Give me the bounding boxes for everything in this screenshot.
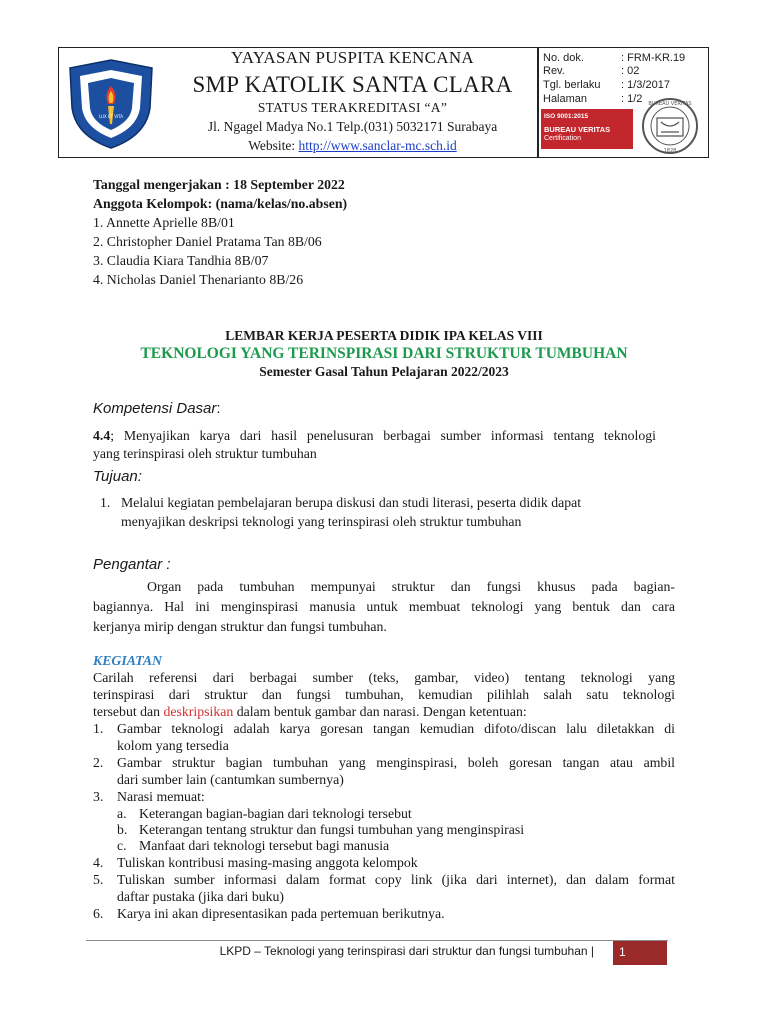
pengantar-heading: Pengantar : xyxy=(93,556,171,573)
kegiatan-line-3b: dalam bentuk gambar dan narasi. Dengan ketentuan: xyxy=(233,704,527,719)
tujuan-number: 1. xyxy=(100,495,111,510)
member-item: 4. Nicholas Daniel Thenarianto 8B/26 xyxy=(93,272,304,287)
kd-heading xyxy=(93,400,221,417)
member-item: 3. Claudia Kiara Tandhia 8B/07 xyxy=(93,253,269,268)
school-logo xyxy=(68,58,154,150)
website-line xyxy=(170,138,535,154)
rule-number: 5. xyxy=(93,872,104,887)
rule-text-line-1: Tuliskan sumber informasi dalam format copy link (jika dari internet), dan dalam format xyxy=(117,872,675,887)
rule-number: 1. xyxy=(93,721,104,736)
seal-text: BUREAU VERITAS xyxy=(648,101,692,107)
rule-text-line-2: dari sumber lain (cantumkan sumbernya) xyxy=(117,772,344,787)
kd-heading-text: Kompetensi Dasar xyxy=(93,400,217,417)
semester-title: Semester Gasal Tahun Pelajaran 2022/2023 xyxy=(259,364,509,379)
rule-text-line-1: Tuliskan kontribusi masing-masing anggota kelompok xyxy=(117,855,418,870)
rule-text-line-1: Gambar teknologi adalah karya goresan tangan kemudian difoto/discan lalu diletakkan di xyxy=(117,721,675,736)
school-address: Jl. Ngagel Madya No.1 Telp.(031) 5032171 Surabaya xyxy=(207,119,498,134)
tujuan-heading: Tujuan: xyxy=(93,468,142,485)
members-label: Anggota Kelompok: (nama/kelas/no.absen) xyxy=(93,196,348,211)
iso-standard: ISO 9001:2015 xyxy=(544,113,589,120)
rule-number: 3. xyxy=(93,789,104,804)
doc-info-key: Rev. xyxy=(543,65,565,77)
doc-info-value: : FRM-KR.19 xyxy=(621,52,686,64)
kd-text-line-1 xyxy=(93,428,656,444)
cert-body-name: BUREAU VERITAS xyxy=(544,125,611,134)
member-item: 2. Christopher Daniel Pratama Tan 8B/06 xyxy=(93,234,322,249)
logo-motto: LUX ET VITA xyxy=(99,114,123,119)
foundation-name: YAYASAN PUSPITA KENCANA xyxy=(231,48,474,67)
pengantar-line-2: bagiannya. Hal ini menginspirasi manusia untuk membuat teknologi yang bentuk dan cara xyxy=(93,599,675,614)
tujuan-text-line-1: Melalui kegiatan pembelajaran berupa diskusi dan studi literasi, peserta didik dapat xyxy=(121,495,582,510)
website-link[interactable]: http://www.sanclar-mc.sch.id xyxy=(298,138,457,153)
rule-number: 2. xyxy=(93,755,104,770)
kegiatan-line-1: Carilah referensi dari berbagai sumber (teks, gambar, video) tentang teknologi yang xyxy=(93,670,675,685)
school-name: SMP KATOLIK SANTA CLARA xyxy=(192,72,513,97)
subrule-letter: b. xyxy=(117,822,128,837)
kegiatan-heading: KEGIATAN xyxy=(93,653,163,668)
member-item: 1. Annette Aprielle 8B/01 xyxy=(93,215,235,230)
rule-text-line-1: Narasi memuat: xyxy=(117,789,205,804)
cert-subtitle: Certification xyxy=(544,135,581,142)
pengantar-line-1: Organ pada tumbuhan mempunyai struktur dan fungsi khusus pada bagian- xyxy=(147,579,675,594)
rule-number: 4. xyxy=(93,855,104,870)
subrule-text: Keterangan bagian-bagian dari teknologi tersebut xyxy=(139,806,412,821)
rule-text-line-1: Karya ini akan dipresentasikan pada pertemuan berikutnya. xyxy=(117,906,445,921)
pengantar-line-3: kerjanya mirip dengan struktur dan fungsi tumbuhan. xyxy=(93,619,387,634)
date-value: : 18 September 2022 xyxy=(221,177,345,192)
page-number-box xyxy=(613,941,667,965)
doc-info-key: Halaman xyxy=(543,93,588,105)
doc-info-value: : 02 xyxy=(621,65,640,77)
footer-text: LKPD – Teknologi yang terinspirasi dari struktur dan fungsi tumbuhan | xyxy=(219,944,594,958)
doc-info-value: : 1/2 xyxy=(621,93,643,105)
rule-text-line-1: Gambar struktur bagian tumbuhan yang menginspirasi, boleh goresan tangan atau ambil xyxy=(117,755,675,770)
subrule-text: Keterangan tentang struktur dan fungsi tumbuhan yang menginspirasi xyxy=(139,822,525,837)
kd-number: 4.4 xyxy=(93,428,111,443)
accreditation-status: STATUS TERAKREDITASI “A” xyxy=(257,100,448,115)
doc-info-key: No. dok. xyxy=(543,52,584,64)
bureau-veritas-seal xyxy=(637,96,703,156)
rule-text-line-2: daftar pustaka (jika dari buku) xyxy=(117,889,285,904)
rule-number: 6. xyxy=(93,906,104,921)
doc-info-value: : 1/3/2017 xyxy=(621,79,670,91)
kegiatan-line-2: terinspirasi dari struktur dan fungsi tumbuhan, kemudian pilihlah salah satu teknologi xyxy=(93,687,675,702)
date-label: Tanggal mengerjakan xyxy=(93,177,222,192)
topic-title: TEKNOLOGI YANG TERINSPIRASI DARI STRUKTUR TUMBUHAN xyxy=(140,345,628,362)
kd-text: ; Menyajikan karya dari hasil penelusuran berbagai sumber informasi tentang teknologi xyxy=(110,428,656,443)
seal-year: 1828 xyxy=(663,148,677,154)
header-divider xyxy=(537,47,539,158)
subrule-letter: a. xyxy=(117,806,127,821)
iso-certification-badge xyxy=(541,109,633,149)
deskripsikan-highlight: deskripsikan xyxy=(163,704,234,719)
kegiatan-line-3 xyxy=(93,704,527,720)
worksheet-title: LEMBAR KERJA PESERTA DIDIK IPA KELAS VIII xyxy=(225,328,543,343)
date-line xyxy=(93,177,345,193)
footer-rule xyxy=(86,940,668,941)
kd-text-line-2: yang terinspirasi oleh struktur tumbuhan xyxy=(93,446,317,461)
website-label: Website: xyxy=(248,138,299,153)
subrule-text: Manfaat dari teknologi tersebut bagi manusia xyxy=(139,838,390,853)
page-number: 1 xyxy=(619,945,626,959)
kd-heading-colon: : xyxy=(216,400,221,417)
tujuan-text-line-2: menyajikan deskripsi teknologi yang terinspirasi oleh struktur tumbuhan xyxy=(121,514,522,529)
rule-text-line-2: kolom yang tersedia xyxy=(117,738,229,753)
kegiatan-line-3a: tersebut dan xyxy=(93,704,164,719)
doc-info-key: Tgl. berlaku xyxy=(543,79,601,91)
subrule-letter: c. xyxy=(117,838,127,853)
